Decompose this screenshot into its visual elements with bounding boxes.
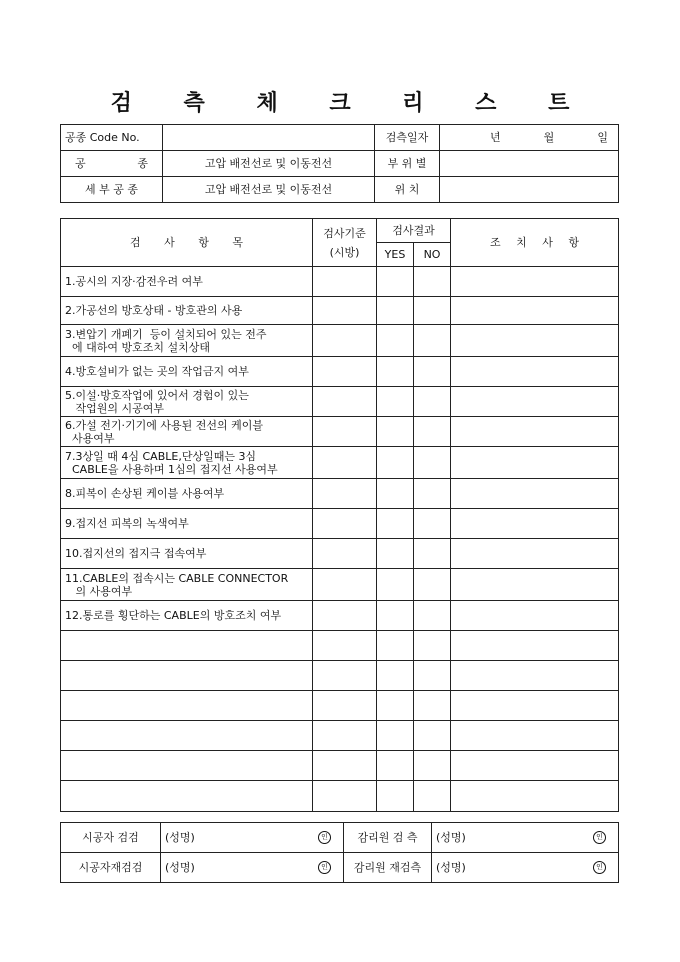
header-table — [60, 124, 619, 203]
no-cell[interactable] — [414, 539, 451, 569]
action-cell[interactable] — [451, 297, 619, 325]
blank-row — [61, 781, 619, 812]
check-item — [61, 479, 313, 509]
contractor-recheck-sign — [161, 853, 344, 883]
check-item — [61, 539, 313, 569]
yes-cell[interactable] — [377, 447, 414, 479]
yes-cell[interactable] — [377, 387, 414, 417]
action-cell[interactable] — [451, 447, 619, 479]
check-item-line1: 3.변압기 개폐기 등이 설치되어 있는 전주 — [65, 327, 267, 341]
action-cell[interactable] — [451, 357, 619, 387]
yes-cell[interactable] — [377, 721, 414, 751]
check-item[interactable] — [61, 781, 313, 812]
name-label: (성명) — [436, 831, 466, 844]
check-item-line2: CABLE을 사용하며 1심의 접지선 사용여부 — [65, 462, 278, 476]
work-label: 공 종 — [61, 151, 163, 177]
yes-cell[interactable] — [377, 509, 414, 539]
check-item[interactable] — [61, 661, 313, 691]
date-year: 년 — [490, 131, 501, 144]
standard-cell[interactable] — [313, 539, 377, 569]
contractor-recheck-label: 시공자재검검 — [61, 853, 161, 883]
supervisor-recheck-label: 감리원 재검측 — [344, 853, 432, 883]
standard-cell[interactable] — [313, 781, 377, 812]
table-row — [61, 601, 619, 631]
action-cell[interactable] — [451, 417, 619, 447]
standard-cell[interactable] — [313, 479, 377, 509]
yes-cell[interactable] — [377, 661, 414, 691]
action-cell[interactable] — [451, 751, 619, 781]
standard-cell[interactable] — [313, 387, 377, 417]
check-item — [61, 569, 313, 601]
supervisor-recheck-sign — [432, 853, 619, 883]
blank-row — [61, 751, 619, 781]
standard-cell[interactable] — [313, 267, 377, 297]
check-item-line1: 5.이설·방호작업에 있어서 경험이 있는 — [65, 388, 249, 402]
no-cell[interactable] — [414, 447, 451, 479]
check-item-line1: 6.가설 전기·기기에 사용된 전선의 케이블 — [65, 418, 263, 432]
check-item-line2: 에 대하여 방호조치 설치상태 — [65, 340, 210, 354]
table-row — [61, 539, 619, 569]
check-item-line2: 작업원의 시공여부 — [65, 401, 164, 415]
action-cell[interactable] — [451, 387, 619, 417]
location-value — [440, 177, 619, 203]
signature-table — [60, 822, 619, 883]
seal-icon: 인 — [318, 861, 331, 874]
standard-cell[interactable] — [313, 661, 377, 691]
table-row — [61, 479, 619, 509]
seal-icon: 인 — [593, 831, 606, 844]
check-item — [61, 357, 313, 387]
standard-cell[interactable] — [313, 509, 377, 539]
yes-cell[interactable] — [377, 357, 414, 387]
contractor-check-label: 시공자 검검 — [61, 823, 161, 853]
check-item-line2: 사용여부 — [65, 431, 115, 445]
no-cell[interactable] — [414, 357, 451, 387]
col-action-header: 조 치 사 항 — [451, 219, 619, 267]
page-title: 검 측 체 크 리 스 트 — [110, 90, 592, 116]
blank-row — [61, 721, 619, 751]
standard-cell[interactable] — [313, 447, 377, 479]
standard-cell[interactable] — [313, 601, 377, 631]
code-label: 공종 Code No. — [61, 125, 163, 151]
checklist-table — [60, 218, 619, 812]
table-row — [61, 325, 619, 357]
check-item-line2: 의 사용여부 — [65, 584, 133, 598]
table-row — [61, 297, 619, 325]
standard-cell[interactable] — [313, 751, 377, 781]
name-label: (성명) — [165, 861, 195, 874]
check-item-line1: 7.3상일 때 4심 CABLE,단상일때는 3심 — [65, 449, 257, 463]
table-row — [61, 267, 619, 297]
seal-icon: 인 — [593, 861, 606, 874]
check-item[interactable] — [61, 631, 313, 661]
name-label: (성명) — [165, 831, 195, 844]
contractor-check-sign — [161, 823, 344, 853]
check-item-line1: 10.접지선의 접지극 접속여부 — [65, 547, 207, 560]
action-cell[interactable] — [451, 509, 619, 539]
no-cell[interactable] — [414, 781, 451, 812]
action-cell[interactable] — [451, 721, 619, 751]
detail-label: 세 부 공 종 — [61, 177, 163, 203]
check-item-line1: 1.공시의 지장·감전우려 여부 — [65, 275, 203, 288]
no-cell[interactable] — [414, 297, 451, 325]
col-yes-header: YES — [377, 243, 414, 267]
check-item-line1: 2.가공선의 방호상태 - 방호관의 사용 — [65, 304, 243, 317]
action-cell[interactable] — [451, 781, 619, 812]
table-row — [61, 569, 619, 601]
table-row — [61, 447, 619, 479]
part-label: 부 위 별 — [375, 151, 440, 177]
yes-cell[interactable] — [377, 417, 414, 447]
no-cell[interactable] — [414, 569, 451, 601]
blank-row — [61, 631, 619, 661]
no-cell[interactable] — [414, 661, 451, 691]
yes-cell[interactable] — [377, 631, 414, 661]
action-cell[interactable] — [451, 691, 619, 721]
name-label: (성명) — [436, 861, 466, 874]
action-cell[interactable] — [451, 479, 619, 509]
yes-cell[interactable] — [377, 569, 414, 601]
check-item-line1: 9.접지선 피복의 녹색여부 — [65, 517, 189, 530]
supervisor-check-label: 감리원 검 측 — [344, 823, 432, 853]
check-item-line1: 8.피복이 손상된 케이블 사용여부 — [65, 487, 225, 500]
standard-cell[interactable] — [313, 691, 377, 721]
check-item — [61, 297, 313, 325]
yes-cell[interactable] — [377, 479, 414, 509]
check-item — [61, 447, 313, 479]
check-item — [61, 387, 313, 417]
check-item — [61, 509, 313, 539]
no-cell[interactable] — [414, 631, 451, 661]
no-cell[interactable] — [414, 751, 451, 781]
col-standard-header — [313, 219, 377, 267]
code-value — [163, 125, 375, 151]
part-value — [440, 151, 619, 177]
col-result-header: 검사결과 — [377, 219, 451, 243]
action-cell[interactable] — [451, 569, 619, 601]
standard-cell[interactable] — [313, 357, 377, 387]
date-label: 검측일자 — [375, 125, 440, 151]
table-row — [61, 509, 619, 539]
check-item — [61, 601, 313, 631]
yes-cell[interactable] — [377, 539, 414, 569]
action-cell[interactable] — [451, 661, 619, 691]
check-item — [61, 267, 313, 297]
standard-cell[interactable] — [313, 569, 377, 601]
col-item-header: 검 사 항 목 — [61, 219, 313, 267]
yes-cell[interactable] — [377, 267, 414, 297]
yes-cell[interactable] — [377, 751, 414, 781]
no-cell[interactable] — [414, 267, 451, 297]
seal-icon: 인 — [318, 831, 331, 844]
standard-cell[interactable] — [313, 721, 377, 751]
action-cell[interactable] — [451, 631, 619, 661]
standard-cell[interactable] — [313, 297, 377, 325]
date-day: 일 — [597, 131, 608, 144]
standard-cell[interactable] — [313, 631, 377, 661]
check-item-line1: 12.통로를 횡단하는 CABLE의 방호조치 여부 — [65, 609, 282, 622]
detail-value: 고압 배전선로 및 이동전선 — [163, 177, 375, 203]
table-row — [61, 357, 619, 387]
yes-cell[interactable] — [377, 691, 414, 721]
check-item[interactable] — [61, 721, 313, 751]
yes-cell[interactable] — [377, 601, 414, 631]
standard-cell[interactable] — [313, 325, 377, 357]
blank-row — [61, 691, 619, 721]
table-row — [61, 417, 619, 447]
no-cell[interactable] — [414, 509, 451, 539]
check-item-line1: 11.CABLE의 접속시는 CABLE CONNECTOR — [65, 571, 289, 585]
location-label: 위 치 — [375, 177, 440, 203]
supervisor-check-sign — [432, 823, 619, 853]
date-value — [440, 125, 619, 151]
col-standard-line1: 검사기준 — [323, 226, 366, 240]
yes-cell[interactable] — [377, 297, 414, 325]
blank-row — [61, 661, 619, 691]
action-cell[interactable] — [451, 539, 619, 569]
no-cell[interactable] — [414, 601, 451, 631]
col-standard-line2: (시방) — [329, 245, 360, 259]
no-cell[interactable] — [414, 387, 451, 417]
work-value: 고압 배전선로 및 이동전선 — [163, 151, 375, 177]
date-month: 월 — [543, 131, 555, 144]
yes-cell[interactable] — [377, 781, 414, 812]
check-item-line1: 4.방호설비가 없는 곳의 작업금지 여부 — [65, 365, 249, 378]
check-item[interactable] — [61, 751, 313, 781]
no-cell[interactable] — [414, 479, 451, 509]
table-row — [61, 387, 619, 417]
no-cell[interactable] — [414, 721, 451, 751]
standard-cell[interactable] — [313, 417, 377, 447]
check-item — [61, 325, 313, 357]
check-item — [61, 417, 313, 447]
no-cell[interactable] — [414, 325, 451, 357]
no-cell[interactable] — [414, 417, 451, 447]
action-cell[interactable] — [451, 601, 619, 631]
yes-cell[interactable] — [377, 325, 414, 357]
no-cell[interactable] — [414, 691, 451, 721]
action-cell[interactable] — [451, 325, 619, 357]
action-cell[interactable] — [451, 267, 619, 297]
check-item[interactable] — [61, 691, 313, 721]
col-no-header: NO — [414, 243, 451, 267]
